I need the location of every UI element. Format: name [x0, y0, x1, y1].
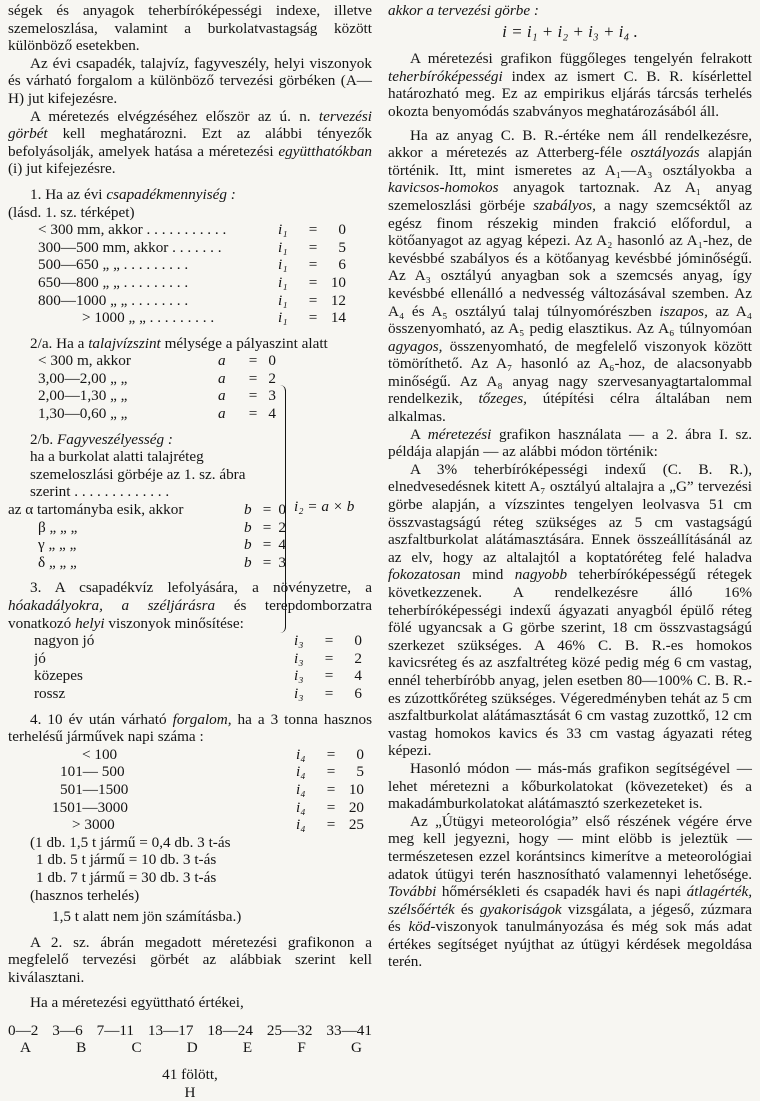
- table-row: 800—1000 „ „ . . . . . . . . i₁ = 12: [38, 291, 346, 309]
- table-row: 300—500 mm, akkor . . . . . . . i₁ = 5: [38, 238, 346, 256]
- i2-formula: i₂ = a × b: [294, 497, 355, 515]
- right-column: [388, 2, 752, 971]
- paragraph-classification: Ha az anyag C. B. R.-értéke nem áll rendelkezésre, akkor a méretezés az Atterberg-féle osztályozás alapján történik. Itt, mint ismeretes az A₁—A₃ osztályokba a kavicsos-homokos anyagok tartoznak. Az A₁ anyag szemeloszlási görbéje szabályos, a nagy szemcséktől az egész finom részekig minden frakció előfordul, a kötőanyagot az agyag képezi. Az A₂ hasonló az A₁-hez, de kevésbbé szabályos és a kötőanyag kevésbbé jóminőségű. Az A₃ osztályú anyagban sok a szemcsés anyag, így kevésbbé ellenálló a nedvesség változásával szemben. Az A₄ és A₅ osztályú talaj túlnyomórészben iszapos, az A₄ összenyomható, az A₅ pedig elasztikus. Az A₆ túlnyomóan agyagos, összenyomható, de megfelelő viszonyok között tömöríthető. Az A₇ hasonló az A₆-hoz, de alacsonyabb minőségű. Az A₈ anyag nagy szervesanyagtartalommal rendelkezik, tőzeges, útépítési célra általában nem alkalmas.: [388, 126, 753, 426]
- class-range: 13—17: [147, 1022, 194, 1040]
- class-letter: D: [186, 1039, 198, 1057]
- table-row: > 1000 „ „ . . . . . . . . . i₁ = 14: [82, 309, 346, 327]
- class-letter: C: [131, 1039, 142, 1057]
- class-letter: B: [76, 1039, 87, 1057]
- paragraph-fig2: A 2. sz. ábrán megadott méretezési grafikonon a megfelelő tervezési görbét az alábbiak szerint kell kiválasztani.: [8, 933, 372, 986]
- table-row: az α tartományba esik, akkor b = 0: [8, 501, 286, 519]
- design-formula: i = i₁ + i₂ + i₃ + i₄ .: [502, 21, 638, 41]
- table-row: 1,30—0,60 „ „ a = 4: [38, 405, 276, 423]
- class-range: 7—11: [96, 1022, 134, 1040]
- rainfall-table: [8, 221, 372, 327]
- class-last-letter: H: [184, 1083, 196, 1101]
- table-row: γ „ „ „ b = 4: [38, 536, 286, 554]
- table-row: rossz i₃ = 6: [34, 684, 362, 702]
- class-ranges-row: [8, 1022, 372, 1039]
- paragraph-usage: A méretezési grafikon használata — a 2. ábra I. sz. példája alapján — az alábbi módon történik:: [388, 425, 753, 461]
- item-rainfall-heading: 1. Ha az évi csapadékmennyiség : (lásd. 1. sz. térképet): [8, 185, 236, 221]
- table-row: < 300 m, akkor a = 0: [38, 352, 276, 370]
- groundwater-table: [8, 352, 372, 422]
- paragraph-cbr: A méretezési grafikon függőleges tengelyén felrakott teherbíróképességi index az ismert C. B. R. kísérlettel határozható meg. Ez az empirikus eljárás tárcsás terhelés okozta benyomódás szabványos meghatározásából áll.: [388, 50, 752, 120]
- class-letter: F: [297, 1039, 306, 1057]
- class-table: [8, 1022, 372, 1101]
- class-range: 33—41: [326, 1022, 372, 1040]
- class-range: 25—32: [266, 1022, 313, 1040]
- table-row: δ „ „ „ b = 3: [38, 553, 286, 571]
- curve-intro: akkor a tervezési görbe :: [388, 2, 539, 19]
- class-letter: A: [20, 1039, 31, 1057]
- table-row: 3,00—2,00 „ „ a = 2: [38, 369, 276, 387]
- grouping-brace: [279, 385, 286, 633]
- list-item: 1 db. 5 t jármű = 10 db. 3 t-ás: [36, 851, 217, 869]
- class-last-range: 41 fölött,: [162, 1066, 218, 1084]
- groundwater-frost-block: [8, 335, 372, 572]
- paragraph-factors: Az évi csapadék, talajvíz, fagyveszély, helyi viszonyok és várható forgalom a különböző tervezési görbéken (A—H) jut kifejezésre.: [8, 54, 372, 107]
- table-row: 101— 500 i₄ = 5: [60, 763, 364, 781]
- vehicle-equivalents: [8, 834, 372, 926]
- table-row: 1501—3000 i₄ = 20: [52, 798, 364, 816]
- list-item: 1 db. 7 t jármű = 30 db. 3 t-ás: [36, 868, 217, 886]
- traffic-table: [8, 746, 372, 834]
- list-item: (hasznos terhelés): [30, 886, 140, 904]
- paragraph-other-pavements: Hasonló módon — más-más grafikon segítségével — lehet méretezni a kőburkolatokat (kövezeteket) és a makadámburkolatokat alátámasztó szerkezeteket is.: [388, 759, 752, 813]
- class-letter: G: [350, 1039, 362, 1057]
- local-table: [8, 632, 372, 702]
- class-range: 3—6: [52, 1022, 83, 1040]
- table-row: < 300 mm, akkor . . . . . . . . . . . i₁ = 0: [38, 221, 346, 239]
- item-traffic-heading: 4. 10 év után várható forgalom, ha a 3 tonna hasznos terhelésű járművek napi száma :: [8, 710, 373, 746]
- paragraph-coefficients: Ha a méretezési együttható értékei,: [30, 994, 244, 1012]
- table-row: nagyon jó i₃ = 0: [34, 632, 362, 650]
- class-range: 18—24: [207, 1022, 253, 1040]
- item-frost-heading: 2/b. Fagyveszélyesség :: [30, 430, 173, 448]
- paragraph-conclusion: Az „Útügyi meteorológia” első részének végére érve meg kell jegyezni, hogy — mint elöbb is jeleztük — természetesen ezzel korántsincs kimerítve a meteorológiai adatok útügyi terén hasznosítható valamennyi lehetősége. További hőmérsékleti és csapadék havi és napi átlagérték, szélsőérték és gyakoriságok vizsgálata, a jégeső, zúzmara és köd-viszonyok tanulmányozása és még sok más adat értékes segítséget nyújthat az útügyi kérdések megoldása terén.: [388, 812, 753, 971]
- list-item: 1,5 t alatt nem jön számításba.): [52, 908, 242, 926]
- table-row: közepes i₃ = 4: [34, 667, 362, 685]
- class-range: 0—2: [8, 1022, 39, 1040]
- table-row: jó i₃ = 2: [34, 649, 362, 667]
- table-row: < 100 i₄ = 0: [82, 745, 364, 763]
- table-row: > 3000 i₄ = 25: [72, 816, 364, 834]
- class-letter: E: [242, 1039, 253, 1057]
- item-local-heading: 3. A csapadékvíz lefolyására, a növényzetre, a hóakadályokra, a széljárásra és terepdomborzatra vonatkozó helyi viszonyok minősítése:: [8, 579, 373, 632]
- item-groundwater-heading: 2/a. Ha a talajvízszint mélysége a pályaszint alatt: [30, 334, 328, 352]
- table-row: 501—1500 i₄ = 10: [60, 780, 364, 798]
- frost-text: ha a burkolat alatti talajréteg szemeloszlási görbéje az 1. sz. ábra szerint . . . . . . . . . . . . .: [30, 448, 246, 501]
- table-row: 500—650 „ „ . . . . . . . . . i₁ = 6: [38, 256, 346, 274]
- table-row: β „ „ „ b = 2: [38, 518, 286, 536]
- paragraph-example: A 3% teherbíróképességi indexű (C. B. R.), elnedvesedésnek kitett A₇ osztályú altalajra a „G” tervezési görbe alapján, a vízszintes tengelyen leolvasva 51 cm összvastagságú réteg szükséges az 5 cm vastagságú aszfaltburkolat alátámasztására. Ennek összeállításánál az az elv, hogy az altalajtól a koptatóréteg felé haladva fokozatosan mind nagyobb teherbíróképességű rétegek következzenek. A rendelkezésre álló 16% teherbíróképességi indexű ágyazati anyagból épülő réteg fölé ugyancsak a G görbe szerint, 18 cm összvastagságú szerkezet szükséges. A 46% C. B. R.-es homokos kavicsréteg és az aszfaltréteg közé pedig még 6 cm vastag, ennél teherbíróbb anyag, jelen esetben 80—100% C. B. R.-es zúzottkőréteg szükséges. Végeredményben tehát az 5 cm aszfaltburkolat alátámasztását 6 cm vastag zuzottkő, 12 cm vastag homokos kavics és 33 cm vastag ágyazati réteg képezi.: [388, 460, 752, 760]
- paragraph-design-curve: A méretezés elvégzéséhez először az ú. n. tervezési görbét kell meghatározni. Ezt az alábbi tényezők befolyásolják, amelyek hatása a méretezési együtthatókban (i) jut kifejezésre.: [8, 107, 373, 178]
- left-column: [8, 2, 372, 1101]
- list-item: (1 db. 1,5 t jármű = 0,4 db. 3 t-ás: [30, 833, 231, 851]
- class-letters-row: [8, 1039, 372, 1056]
- table-row: 650—800 „ „ . . . . . . . . . i₁ = 10: [38, 273, 346, 291]
- paragraph-intro: ségek és anyagok teherbíróképességi indexe, illetve szemeloszlása, valamint a burkolatvastagság között különböző esetekben.: [8, 2, 372, 55]
- table-row: 2,00—1,30 „ „ a = 3: [38, 387, 276, 405]
